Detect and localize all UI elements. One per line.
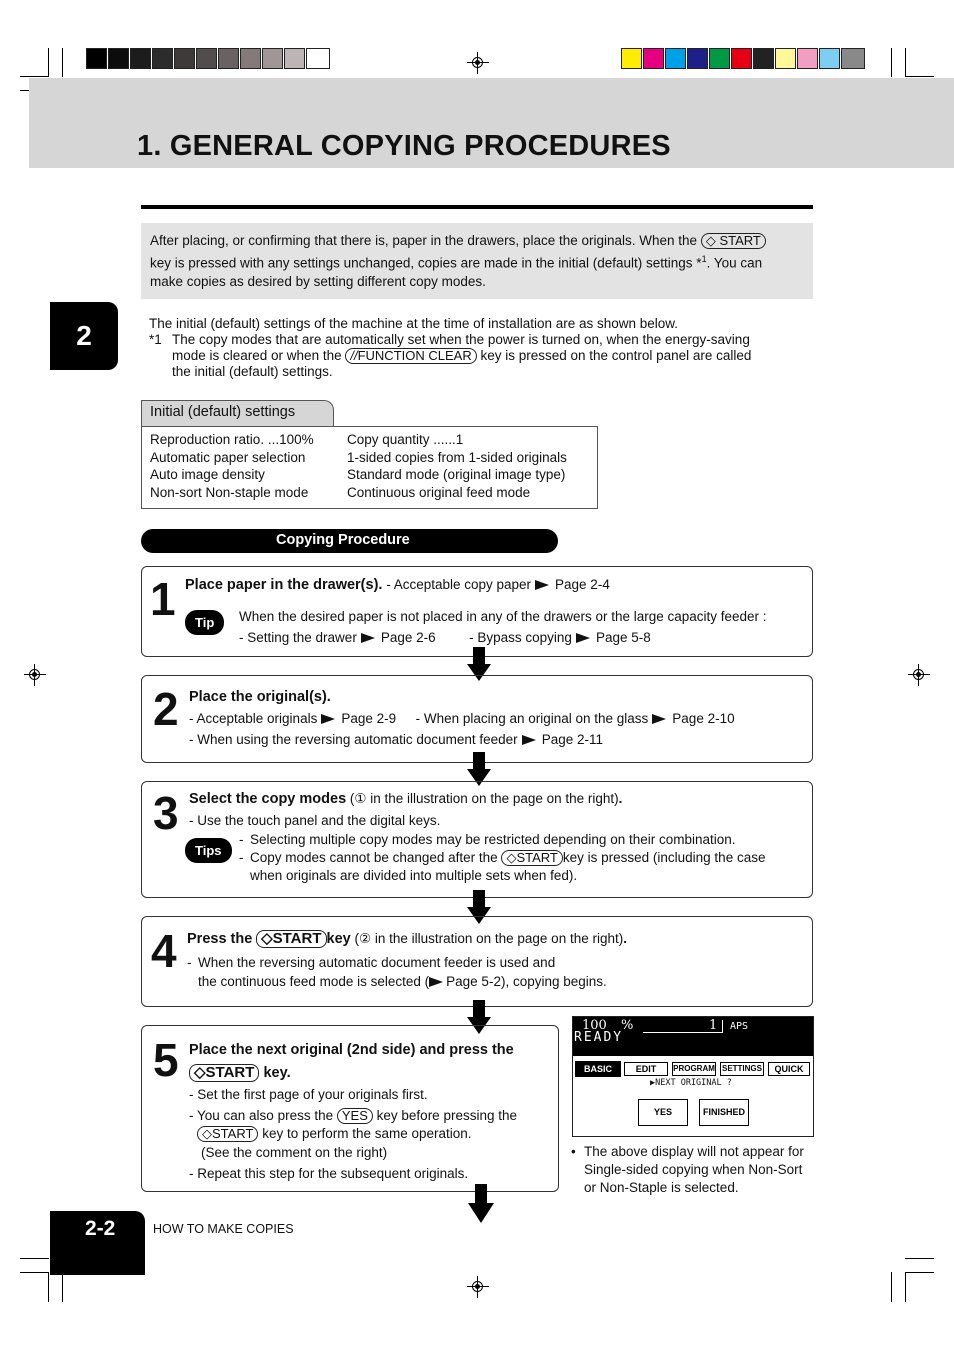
bullet: • <box>571 1144 576 1159</box>
lcd-tab-quick[interactable]: QUICK <box>768 1062 810 1076</box>
step-3: 3 Select the copy modes (① in the illustration on the page on the right). - Use the touch panel and the digital keys. Tips - Selecting multiple copy modes may be restricted depending on their combination. - Copy modes cannot be changed after the ◇START key is pressed (including the case when originals are divided into multiple sets when fed). <box>141 781 813 898</box>
step-title: Place paper in the drawer(s). <box>185 577 383 593</box>
defaults-tab: Initial (default) settings <box>141 400 334 427</box>
step-number: 4 <box>151 925 177 977</box>
step-2: 2 Place the original(s). - Acceptable originals Page 2-9 - When placing an original on the glass Page 2-10 - When using the reversing automatic document feeder Page 2-11 <box>141 675 813 763</box>
page-ref-arrow-icon <box>321 714 335 724</box>
start-icon: ◇ <box>506 850 517 865</box>
page-ref-arrow-icon <box>522 735 536 745</box>
step-number: 5 <box>153 1034 179 1086</box>
lcd-message: ▶NEXT ORIGINAL ? <box>650 1078 732 1088</box>
lcd-note-line: or Non-Staple is selected. <box>584 1180 739 1195</box>
tip-badge: Tip <box>185 610 224 635</box>
page-title: 1. GENERAL COPYING PROCEDURES <box>137 130 671 162</box>
default-item: Automatic paper selection <box>150 449 306 465</box>
step-5: 5 Place the next original (2nd side) and press the ◇START key. - Set the first page of your originals first. - You can also press the YES key before pressing the ◇START key to perform the same operation. (See the comment on the right) - Repeat this step for the subsequent originals. <box>141 1025 559 1192</box>
step-title: Place the next original (2nd side) and press the <box>189 1042 514 1058</box>
default-item: Auto image density <box>150 467 265 482</box>
step-title: Press the <box>187 931 253 947</box>
footer-section: HOW TO MAKE COPIES <box>153 1222 294 1236</box>
defaults-table <box>141 426 598 509</box>
lcd-tab-basic[interactable]: BASIC <box>576 1062 620 1076</box>
lcd-tab-settings[interactable]: SETTINGS <box>720 1062 764 1076</box>
chapter-number: 2 <box>76 320 92 351</box>
lcd-aps: APS <box>730 1021 749 1032</box>
note-line2: The copy modes that are automatically set when the power is turned on, when the energy-saving <box>172 332 750 347</box>
registration-mark-bottom <box>467 1276 489 1298</box>
start-icon: ◇ <box>261 930 273 947</box>
tip-text: Selecting multiple copy modes may be restricted depending on their combination. <box>250 832 736 847</box>
note-line4: the initial (default) settings. <box>172 364 333 379</box>
step-1: 1 Place paper in the drawer(s). - Acceptable copy paper Page 2-4 Tip When the desired paper is not placed in any of the drawers or the large capacity feeder : - Setting the drawer Page 2-6 - Bypass copying Page 5-8 <box>141 566 813 657</box>
start-key-label: ◇START <box>256 930 326 948</box>
start-icon: ◇ <box>194 1064 206 1081</box>
lcd-top <box>573 1017 813 1056</box>
note-line1: The initial (default) settings of the machine at the time of installation are as shown below. <box>149 316 679 331</box>
lcd-yes-button[interactable]: YES <box>638 1099 688 1126</box>
lcd-count: 1 <box>709 1018 718 1033</box>
note-ref: *1 <box>149 332 162 347</box>
title-rule <box>141 205 813 209</box>
page-ref-arrow-icon <box>361 633 375 643</box>
lcd-note-line: The above display will not appear for <box>584 1144 804 1159</box>
intro-box: After placing, or confirming that there is, paper in the drawers, place the originals. When the ◇ START key is pressed with any settings unchanged, copies are made in the initial (default) settings *$^1$. You can make copies as desired by setting different copy modes. <box>141 223 813 299</box>
step-line: When the reversing automatic document feeder is used and <box>198 955 556 970</box>
circled-1-icon: ① <box>354 791 367 806</box>
step-number: 1 <box>150 573 176 625</box>
lcd-tab-program[interactable]: PROGRAM <box>672 1062 716 1076</box>
chapter-tab <box>50 302 118 370</box>
step-4: 4 Press the ◇START key (② in the illustration on the page on the right). - When the reversing automatic document feeder is used and the continuous feed mode is selected ( Page 5-2), copying begins. <box>141 916 813 1007</box>
footer-page-tab <box>50 1211 145 1275</box>
step-line: - Use the touch panel and the digital keys. <box>189 813 441 828</box>
default-item: Non-sort Non-staple mode <box>150 484 309 500</box>
page-ref-arrow-icon <box>652 714 666 724</box>
default-item: Copy quantity ......1 <box>347 432 464 447</box>
tips-badge: Tips <box>185 838 232 863</box>
function-clear-key-label: //FUNCTION CLEAR <box>345 348 476 364</box>
start-icon: ◇ <box>202 1126 212 1141</box>
lcd-ratio: 100 <box>582 1018 607 1033</box>
lcd-note-line: Single-sided copying when Non-Sort <box>584 1162 803 1177</box>
procedure-label: Copying Procedure <box>141 529 558 553</box>
tip-text: When the desired paper is not placed in any of the drawers or the large capacity feeder : <box>239 609 767 624</box>
defaults-note: The initial (default) settings of the machine at the time of installation are as shown below. *1 The copy modes that are automatically set when the power is turned on, when the energy-saving mode is cleared or when the //FUNCTION CLEAR key is pressed on the control panel are called the initial (default) settings. <box>149 316 814 380</box>
page-ref-arrow-icon <box>535 580 549 590</box>
step-title: Place the original(s). <box>189 689 331 705</box>
start-icon: ◇ <box>705 233 716 248</box>
step-title: Select the copy modes <box>189 791 347 807</box>
registration-mark-right <box>908 664 930 686</box>
step-line: (See the comment on the right) <box>201 1144 388 1160</box>
default-item: 1-sided copies from 1-sided originals <box>347 449 567 465</box>
lcd-note <box>571 1143 816 1197</box>
page-number: 2-2 <box>85 1217 116 1240</box>
yes-key-label: YES <box>337 1108 373 1124</box>
function-clear-icon: // <box>350 348 358 363</box>
footnote-ref: 1 <box>701 254 707 264</box>
down-arrow-icon <box>468 1184 494 1224</box>
intro-line2: key is pressed with any settings unchanged, copies are made in the initial (default) settings * <box>150 255 702 271</box>
intro-line1: After placing, or confirming that there is, paper in the drawers, place the originals. When the <box>150 233 698 248</box>
lcd-finished-button[interactable]: FINISHED <box>699 1099 749 1126</box>
page-ref-arrow-icon <box>429 977 443 987</box>
lcd-percent: % <box>620 1018 634 1033</box>
step-number: 3 <box>153 787 179 839</box>
start-key-label: ◇START <box>197 1126 258 1142</box>
default-item: Standard mode (original image type) <box>347 467 566 482</box>
registration-mark-left <box>24 664 46 686</box>
start-key-label: ◇ START <box>701 233 766 249</box>
registration-mark-top <box>467 52 489 74</box>
lcd-panel <box>572 1016 814 1137</box>
default-item: Continuous original feed mode <box>347 484 531 500</box>
lcd-status: READY <box>574 1030 624 1045</box>
step-line: - Repeat this step for the subsequent originals. <box>189 1166 469 1181</box>
page-ref-arrow-icon <box>576 633 590 643</box>
step-line: - Set the first page of your originals first. <box>189 1087 428 1102</box>
start-key-label: ◇START <box>501 850 562 866</box>
tip-text: when originals are divided into multiple sets when fed). <box>250 868 578 883</box>
intro-line3: make copies as desired by setting different copy modes. <box>150 273 486 289</box>
lcd-tab-edit[interactable]: EDIT <box>624 1062 668 1076</box>
circled-2-icon: ② <box>358 931 372 946</box>
default-item: Reproduction ratio. ...100% <box>150 432 314 447</box>
start-key-label: ◇START <box>189 1064 259 1082</box>
step-number: 2 <box>153 683 179 735</box>
